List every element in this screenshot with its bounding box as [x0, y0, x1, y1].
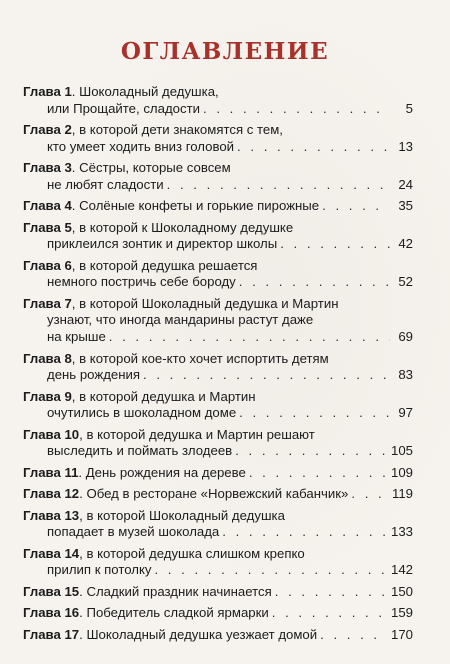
page-number: 13: [398, 138, 413, 154]
toc-entry: [23, 605, 413, 622]
toc-entry-last-line: [23, 405, 413, 422]
chapter-title-text: прилип к потолку: [47, 562, 152, 578]
toc-entry-last-line: [23, 177, 413, 194]
chapter-label: Глава 11: [23, 464, 79, 480]
toc-entry-last-line: [23, 443, 413, 460]
dot-leader: [280, 236, 390, 253]
page-number: 109: [390, 464, 413, 480]
chapter-label: Глава 9: [23, 388, 72, 404]
toc-entry: [23, 427, 413, 460]
page-number: 97: [398, 405, 413, 421]
toc-entry-last-line: [23, 627, 413, 644]
dot-leader: [239, 405, 390, 422]
dot-leader: [320, 627, 388, 644]
page-number: 24: [398, 176, 413, 192]
chapter-label: Глава 7: [23, 295, 72, 311]
toc-entry: [23, 258, 413, 291]
chapter-title-text: . Шоколадный дедушка уезжает домой: [79, 626, 318, 642]
toc-entry: [23, 584, 413, 601]
chapter-label: Глава 3: [23, 160, 72, 176]
chapter-title-text: . Обед в ресторане «Норвежский кабанчик»: [79, 486, 349, 502]
toc-entry: [23, 160, 413, 193]
toc-entry: [23, 546, 413, 579]
chapter-label: Глава 16: [23, 605, 80, 621]
page-number: 105: [390, 443, 413, 459]
chapter-label: Глава 12: [23, 486, 80, 502]
toc-entry-last-line: [23, 486, 413, 503]
chapter-label: Глава 5: [23, 219, 72, 235]
chapter-label: Глава 13: [23, 507, 80, 523]
chapter-title-text: . Сёстры, которые совсем: [71, 160, 231, 176]
toc-entry: [23, 486, 413, 503]
dot-leader: [143, 367, 390, 384]
toc-entry-last-line: [23, 524, 413, 541]
chapter-title-text: , в которой к Шоколадному дедушке: [71, 219, 294, 235]
dot-leader: [154, 562, 388, 579]
toc-entry: [23, 627, 413, 644]
chapter-label: Глава 1: [23, 84, 72, 99]
page-number: 35: [398, 198, 413, 214]
chapter-label: Глава 15: [23, 583, 80, 599]
page-number: 83: [398, 367, 413, 383]
toc-entry-line: [23, 220, 413, 237]
toc-entry-last-line: [23, 198, 413, 215]
toc-entry-line: [23, 351, 413, 368]
chapter-title-text: , в которой дедушка и Мартин решают: [79, 426, 315, 442]
chapter-label: Глава 10: [23, 426, 80, 442]
page-number: 142: [390, 562, 413, 578]
toc-entry: [23, 220, 413, 253]
chapter-title-text: , в которой дедушка решается: [71, 257, 258, 273]
page-number: 159: [390, 605, 413, 621]
dot-leader: [249, 465, 388, 482]
page-number: 170: [390, 626, 413, 642]
dot-leader: [237, 139, 390, 156]
chapter-label: Глава 8: [23, 350, 72, 366]
page-number: 119: [391, 486, 413, 502]
chapter-title-text: узнают, что иногда мандарины растут даже: [47, 312, 314, 328]
table-of-contents: [23, 84, 413, 648]
chapter-title-text: выследить и поймать злодеев: [47, 443, 233, 459]
toc-entry: [23, 389, 413, 422]
chapter-title-text: кто умеет ходить вниз головой: [47, 138, 235, 154]
toc-entry: [23, 122, 413, 155]
toc-entry-line: [23, 258, 413, 275]
toc-entry-line: [23, 389, 413, 406]
chapter-title-text: не любят сладости: [47, 176, 164, 192]
chapter-title-text: , в которой дедушка и Мартин: [71, 388, 256, 404]
page-number: 5: [405, 100, 413, 116]
dot-leader: [322, 198, 390, 215]
dot-leader: [239, 274, 390, 291]
chapter-label: Глава 14: [23, 545, 80, 561]
chapter-title-text: или Прощайте, сладости: [47, 100, 200, 116]
toc-entry-line: [23, 160, 413, 177]
toc-entry-last-line: [23, 139, 413, 156]
chapter-title-text: . Солёные конфеты и горькие пирожные: [71, 198, 320, 214]
page-number: 42: [398, 236, 413, 252]
dot-leader: [272, 605, 388, 622]
chapter-title-text: , в которой Шоколадный дедушка и Мартин: [71, 295, 339, 311]
toc-entry-last-line: [23, 367, 413, 384]
chapter-title-text: . Победитель сладкой ярмарки: [79, 605, 269, 621]
toc-entry: [23, 84, 413, 117]
toc-entry: [23, 465, 413, 482]
page-title: ОГЛАВЛЕНИЕ: [120, 38, 330, 65]
dot-leader: [351, 486, 389, 503]
page-number: 150: [390, 583, 413, 599]
dot-leader: [275, 584, 388, 601]
toc-entry-line: [23, 122, 413, 139]
chapter-title-text: очутились в шоколадном доме: [47, 405, 237, 421]
dot-leader: [203, 101, 390, 118]
chapter-label: Глава 2: [23, 122, 72, 138]
chapter-title-text: . Сладкий праздник начинается: [79, 583, 272, 599]
chapter-title-text: день рождения: [47, 367, 141, 383]
toc-entry-last-line: [23, 465, 413, 482]
toc-entry-line: [23, 546, 413, 563]
chapter-title-text: попадает в музей шоколада: [47, 524, 220, 540]
toc-entry-line: [23, 84, 413, 101]
toc-entry: [23, 351, 413, 384]
dot-leader: [109, 329, 390, 346]
toc-entry-last-line: [23, 584, 413, 601]
chapter-title-text: . День рождения на дереве: [78, 464, 246, 480]
chapter-label: Глава 17: [23, 626, 80, 642]
chapter-title-text: немного постричь себе бороду: [47, 274, 236, 290]
toc-entry: [23, 296, 413, 346]
chapter-title-text: на крыше: [47, 329, 106, 345]
toc-entry-line: [23, 508, 413, 525]
toc-entry-last-line: [23, 236, 413, 253]
chapter-title-text: . Шоколадный дедушка,: [71, 84, 219, 99]
toc-entry-last-line: [23, 329, 413, 346]
page-number: 133: [390, 524, 413, 540]
toc-entry-line: [23, 296, 413, 313]
chapter-label: Глава 6: [23, 257, 72, 273]
chapter-title-text: приклеился зонтик и директор школы: [47, 236, 278, 252]
dot-leader: [222, 524, 388, 541]
dot-leader: [235, 443, 388, 460]
chapter-title-text: , в которой кое-кто хочет испортить детям: [71, 350, 329, 366]
toc-entry-line: [23, 427, 413, 444]
toc-entry-line: [23, 312, 413, 329]
page-number: 52: [398, 274, 413, 290]
toc-entry-last-line: [23, 274, 413, 291]
toc-entry-last-line: [23, 605, 413, 622]
chapter-title-text: , в которой дедушка слишком крепко: [79, 545, 305, 561]
toc-entry-last-line: [23, 101, 413, 118]
dot-leader: [167, 177, 390, 194]
chapter-title-text: , в которой Шоколадный дедушка: [79, 507, 285, 523]
toc-entry: [23, 198, 413, 215]
toc-entry-last-line: [23, 562, 413, 579]
chapter-label: Глава 4: [23, 198, 72, 214]
chapter-title-text: , в которой дети знакомятся с тем,: [71, 122, 283, 138]
toc-entry: [23, 508, 413, 541]
page-number: 69: [398, 329, 413, 345]
